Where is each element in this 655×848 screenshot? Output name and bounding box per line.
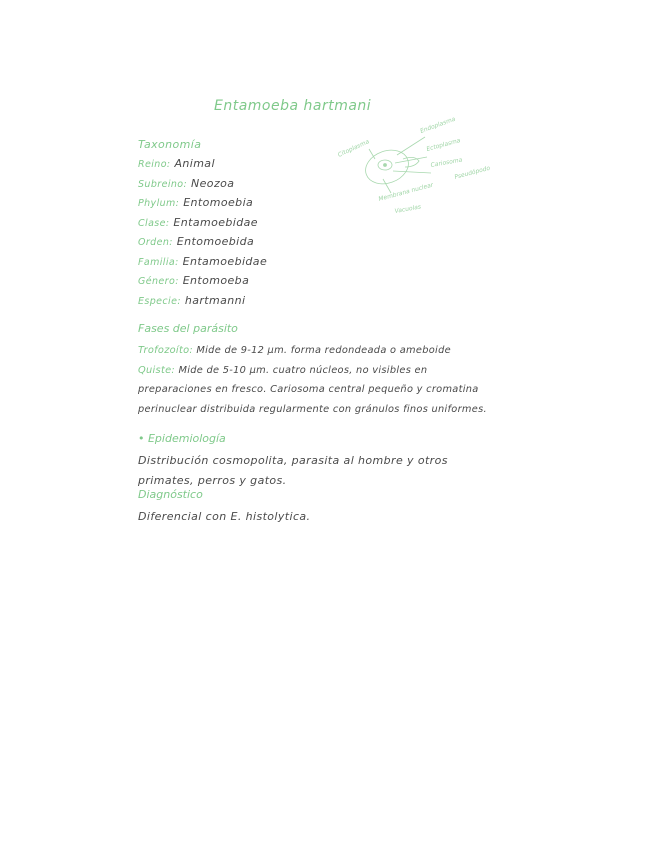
trofozoito-text: Mide de 9-12 µm. forma redondeada o ameboide (196, 345, 451, 356)
taxonomy-value: Entomoeba (182, 274, 250, 287)
amoeba-sketch (335, 115, 495, 215)
taxonomy-label: Especie: (138, 295, 181, 307)
taxonomy-row (138, 196, 267, 216)
epidemiology-text: Distribución cosmopolita, parasita al hombre y otros primates, perros y gatos. (138, 454, 448, 487)
sketch-label-2: Endoplasma (419, 115, 457, 135)
taxonomy-row (138, 274, 267, 294)
taxonomy-row (138, 294, 267, 314)
sketch-label-5: Pseudópodo (453, 164, 491, 181)
epidemiology-section (138, 432, 478, 491)
diagnosis-text: Diferencial con E. histolytica. (138, 510, 311, 523)
taxonomy-heading: Taxonomía (138, 138, 202, 151)
taxonomy-label: Phylum: (138, 198, 180, 209)
taxonomy-section (138, 138, 267, 313)
taxonomy-row (138, 216, 267, 236)
diagnosis-section (138, 488, 478, 527)
phases-section (138, 322, 498, 419)
epidemiology-heading: • Epidemiología (138, 432, 226, 445)
karyosome (384, 164, 387, 167)
taxonomy-value: Entomoebida (176, 235, 255, 248)
pointer-line-3 (393, 171, 431, 173)
taxonomy-label: Reino: (138, 159, 171, 170)
phases-text (138, 341, 498, 419)
trofozoito-label: Trofozoíto: (138, 345, 193, 356)
sketch-label-3: Ectoplasma (425, 137, 462, 153)
sketch-label-7: Vacuolas (394, 203, 422, 215)
taxonomy-row (138, 255, 267, 275)
taxonomy-label: Orden: (138, 237, 173, 248)
quiste-label: Quiste: (138, 364, 176, 376)
taxonomy-value: Neozoa (191, 176, 235, 190)
pointer-line-1 (397, 137, 425, 155)
taxonomy-row (138, 157, 267, 177)
taxonomy-row (138, 177, 267, 197)
diagnosis-heading: Diagnóstico (138, 488, 203, 501)
page-title: Entamoeba hartmani (214, 98, 372, 114)
quiste-text: Mide de 5-10 µm. cuatro núcleos, no visibles en preparaciones en fresco. Cariosoma central pequeño y cromatina perinuclear distribuida regularmente con gránulos finos uniformes. (138, 364, 487, 415)
taxonomy-label: Clase: (138, 217, 170, 229)
taxonomy-row (138, 235, 267, 255)
sketch-label-4: Cariosoma (430, 156, 463, 169)
taxonomy-value: Entamoebidae (173, 215, 258, 229)
taxonomy-value: hartmanni (184, 293, 246, 307)
sketch-label-6: Membrana nuclear (377, 181, 435, 203)
sketch-label-1: Citoplasma (336, 138, 371, 159)
taxonomy-value: Entomoebia (183, 196, 254, 209)
pointer-line-2 (395, 157, 427, 163)
taxonomy-label: Género: (138, 276, 179, 287)
phases-heading: Fases del parásito (138, 322, 238, 335)
pointer-line-4 (383, 179, 391, 193)
taxonomy-label: Subreino: (138, 178, 188, 190)
taxonomy-value: Animal (174, 157, 215, 170)
taxonomy-value: Entamoebidae (182, 254, 268, 268)
taxonomy-label: Familia: (138, 256, 179, 268)
